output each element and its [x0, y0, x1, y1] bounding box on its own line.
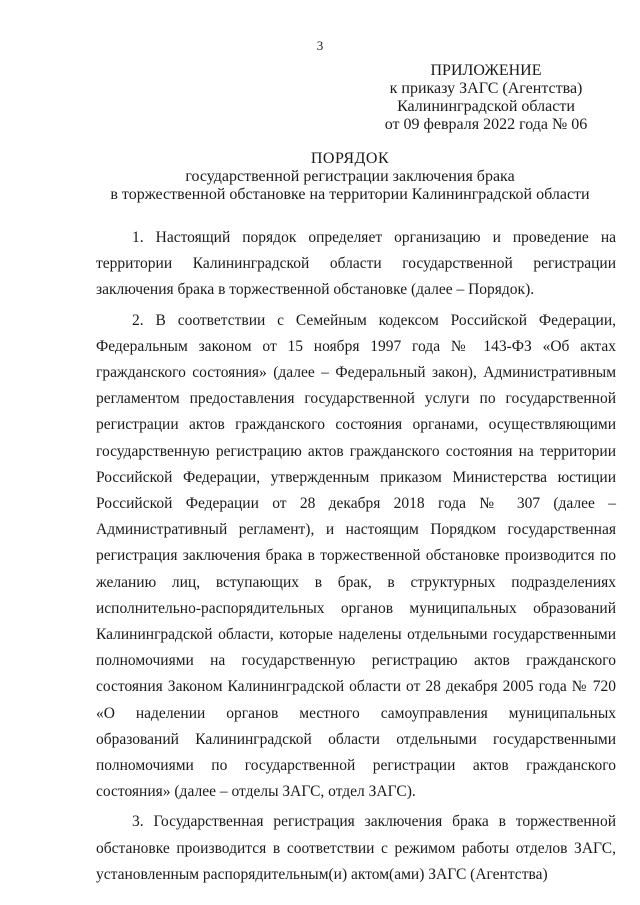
title-main: ПОРЯДОК [310, 150, 390, 167]
page-number: 3 [316, 38, 324, 53]
paragraph-1: 1. Настоящий порядок определяет организацию и проведение на территории Калининградской области государственной регистрации заключения брака в торжественной обстановке (далее – Порядок). [96, 229, 616, 299]
appendix-header [366, 62, 606, 134]
paragraph-3: 3. Государственная регистрация заключения брака в торжественной обстановке производится в соответствии с режимом работы отделов ЗАГС, установленным распорядительным(и) актом(ами) ЗАГС (Агентства) [96, 813, 616, 883]
title-subtitle-2: в торжественной обстановке на территории Калининградской области [110, 186, 590, 203]
appendix-region: Калининградской области [397, 98, 575, 115]
document-title [90, 150, 610, 204]
appendix-date-number: от 09 февраля 2022 года № 06 [384, 116, 588, 133]
paragraph-2: 2. В соответствии с Семейным кодексом Российской Федерации, Федеральным законом от 15 ноября 1997 года № 143-ФЗ «Об актах гражданского состояния» (далее – Федеральный закон), Административным регламентом предоставления государственной услуги по государственной регистрации актов гражданского состояния органами, осуществляющими государственную регистрацию актов гражданского состояния на территории Российской Федерации, утвержденным приказом Министерства юстиции Российской Федерации от 28 декабря 2018 года № 307 (далее – Административный регламент), и настоящим Порядком государственная регистрация заключения брака в торжественной обстановке производится по желанию лиц, вступающих в брак, в структурных подразделениях исполнительно-распорядительных органов муниципальных образований Калининградской области, которые наделены отдельными государственными полномочиями на государственную регистрацию актов гражданского состояния Законом Калининградской области от 28 декабря 2005 года № 720 «О наделении органов местного самоуправления муниципальных образований Калининградской области отдельными государственными полномочиями по государственной регистрации актов гражданского состояния» (далее – отделы ЗАГС, отдел ЗАГС). [96, 311, 616, 801]
document-body [96, 225, 616, 892]
title-subtitle-1: государственной регистрации заключения брака [185, 168, 515, 185]
appendix-order-ref: к приказу ЗАГС (Агентства) [389, 80, 583, 97]
appendix-title: ПРИЛОЖЕНИЕ [430, 62, 542, 79]
